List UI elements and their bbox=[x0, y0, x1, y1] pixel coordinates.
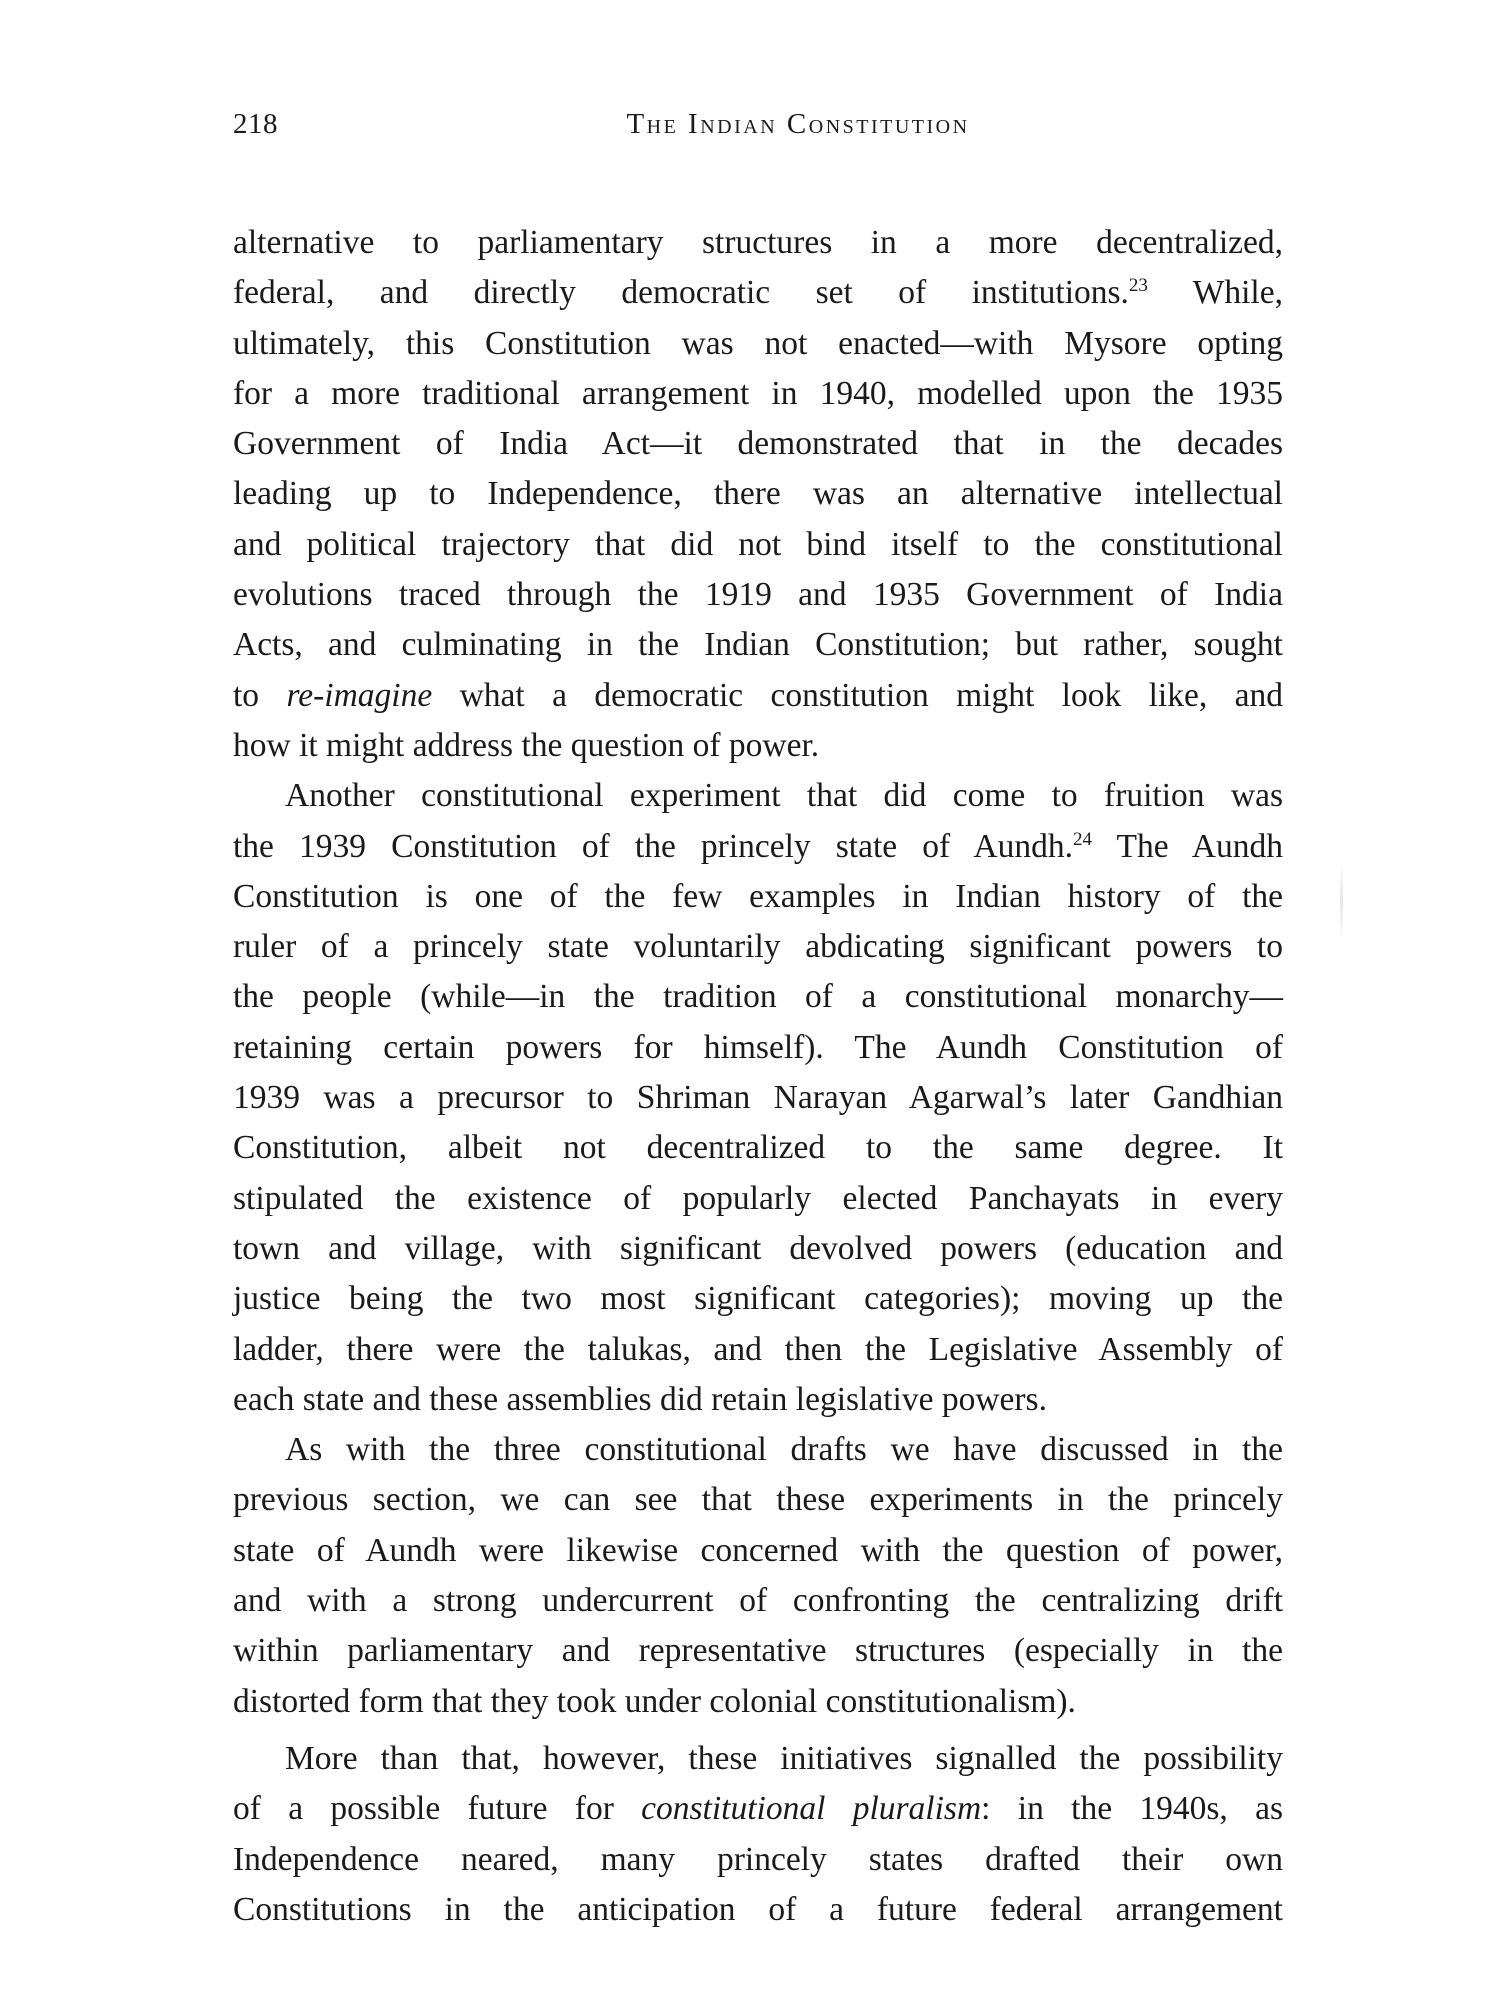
text-line: Constitution is one of the few examples in Indian history of the bbox=[233, 877, 1283, 915]
italic-emphasis: re-imagine bbox=[286, 676, 433, 714]
text-line: Independence neared, many princely states drafted their own bbox=[233, 1840, 1283, 1878]
text-line: ruler of a princely state voluntarily abdicating significant powers to bbox=[233, 928, 1283, 966]
scan-gutter-mark bbox=[1340, 862, 1343, 940]
text-line: justice being the two most significant categories); moving up the bbox=[233, 1280, 1283, 1318]
text-segment: : in the 1940s, as bbox=[981, 1790, 1283, 1828]
text-line: Constitution, albeit not decentralized to the same degree. It bbox=[233, 1129, 1283, 1167]
text-line: the people (while—in the tradition of a constitutional monarchy— bbox=[233, 978, 1283, 1016]
text-line: ladder, there were the talukas, and then the Legislative Assembly of bbox=[233, 1330, 1283, 1368]
text-line: Constitutions in the anticipation of a future federal arrangement bbox=[233, 1890, 1283, 1928]
text-segment: of a possible future for bbox=[233, 1790, 642, 1828]
text-line: how it might address the question of power. bbox=[233, 726, 820, 764]
text-line: town and village, with significant devolved powers (education and bbox=[233, 1229, 1283, 1267]
paragraph-gap bbox=[233, 1727, 1283, 1734]
paragraph-1 bbox=[233, 218, 1283, 771]
text-line: stipulated the existence of popularly elected Panchayats in every bbox=[233, 1179, 1283, 1217]
footnote-ref-23[interactable]: 23 bbox=[1128, 275, 1148, 297]
text-line bbox=[233, 671, 1283, 721]
text-line: previous section, we can see that these experiments in the princely bbox=[233, 1481, 1283, 1519]
text-line: Acts, and culminating in the Indian Constitution; but rather, sought bbox=[233, 626, 1283, 664]
page-number: 218 bbox=[233, 108, 278, 140]
text-line: evolutions traced through the 1919 and 1935 Government of India bbox=[233, 576, 1283, 614]
text-line: retaining certain powers for himself). The Aundh Constitution of bbox=[233, 1028, 1283, 1066]
body-text bbox=[233, 218, 1283, 1935]
italic-emphasis: constitutional pluralism bbox=[641, 1790, 982, 1828]
text-line: More than that, however, these initiatives signalled the possibility bbox=[285, 1739, 1283, 1777]
text-segment: what a democratic constitution might look like, and bbox=[432, 676, 1283, 714]
text-line: ultimately, this Constitution was not enacted—with Mysore opting bbox=[233, 324, 1283, 362]
text-segment: to bbox=[233, 676, 287, 714]
text-line: As with the three constitutional drafts we have discussed in the bbox=[285, 1431, 1283, 1469]
paragraph-4 bbox=[233, 1734, 1283, 1935]
footnote-ref-24[interactable]: 24 bbox=[1072, 828, 1092, 850]
text-segment: The Aundh bbox=[1091, 827, 1283, 865]
text-line: state of Aundh were likewise concerned with the question of power, bbox=[233, 1531, 1283, 1569]
text-line: leading up to Independence, there was an alternative intellectual bbox=[233, 475, 1283, 513]
text-line bbox=[233, 268, 1283, 318]
text-segment: federal, and directly democratic set of institutions. bbox=[233, 274, 1129, 312]
running-title: The Indian Constitution bbox=[626, 108, 970, 140]
text-line: Another constitutional experiment that did come to fruition was bbox=[285, 777, 1283, 815]
text-segment: the 1939 Constitution of the princely state of Aundh. bbox=[233, 827, 1073, 865]
text-line: alternative to parliamentary structures in a more decentralized, bbox=[233, 224, 1283, 261]
paragraph-3 bbox=[233, 1425, 1283, 1727]
text-line bbox=[233, 1784, 1283, 1834]
text-segment: While, bbox=[1147, 274, 1283, 312]
text-line bbox=[233, 822, 1283, 872]
text-line: and political trajectory that did not bind itself to the constitutional bbox=[233, 525, 1283, 563]
text-line: Government of India Act—it demonstrated that in the decades bbox=[233, 425, 1283, 463]
text-line: within parliamentary and representative structures (especially in the bbox=[233, 1632, 1283, 1670]
text-line: each state and these assemblies did retain legislative powers. bbox=[233, 1380, 1047, 1418]
text-line: for a more traditional arrangement in 1940, modelled upon the 1935 bbox=[233, 374, 1283, 412]
text-line: distorted form that they took under colonial constitutionalism). bbox=[233, 1682, 1076, 1720]
text-line: 1939 was a precursor to Shriman Narayan Agarwal’s later Gandhian bbox=[233, 1079, 1283, 1117]
paragraph-2 bbox=[233, 771, 1283, 1425]
page-header bbox=[233, 108, 1283, 158]
text-line: and with a strong undercurrent of confronting the centralizing drift bbox=[233, 1582, 1283, 1620]
